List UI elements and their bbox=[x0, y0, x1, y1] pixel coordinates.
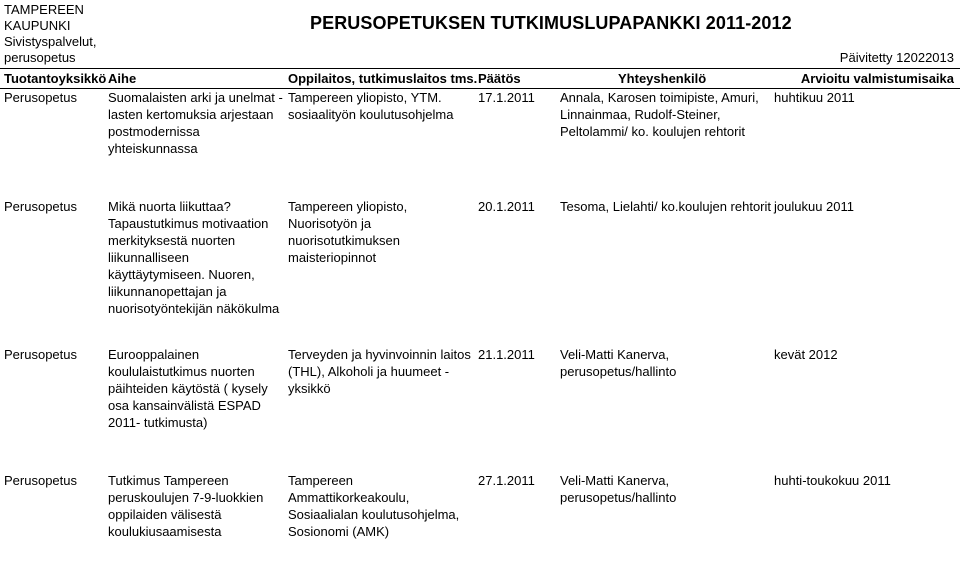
column-header-completion: Arvioitu valmistumisaika bbox=[800, 71, 954, 86]
cell-contact: Tesoma, Lielahti/ ko.koulujen rehtorit bbox=[560, 199, 772, 214]
cell-institution: Tampereen Ammattikorkeakoulu, Sosiaalialan koulutusohjelma, Sosionomi (AMK) bbox=[288, 473, 460, 539]
cell-topic: Mikä nuorta liikuttaa? Tapaustutkimus motivaation merkityksestä nuorten liikunnalliseen käyttäytymiseen. Nuoren, liikunnanopettajan ja nuorisotyöntekijän näkökulma bbox=[108, 199, 280, 316]
cell-contact: Annala, Karosen toimipiste, Amuri, Linnainmaa, Rudolf-Steiner, Peltolammi/ ko. koulujen rehtorit bbox=[560, 90, 759, 139]
cell-unit: Perusopetus bbox=[4, 90, 77, 105]
cell-contact: Veli-Matti Kanerva, perusopetus/hallinto bbox=[560, 347, 677, 379]
org-line-4: perusopetus bbox=[4, 50, 76, 65]
cell-topic: Tutkimus Tampereen peruskoulujen 7-9-luokkien oppilaiden välisestä koulukiusaamisesta bbox=[108, 473, 264, 539]
cell-completion: joulukuu 2011 bbox=[774, 199, 854, 214]
cell-institution: Terveyden ja hyvinvoinnin laitos (THL), Alkoholi ja huumeet - yksikkö bbox=[288, 347, 471, 396]
org-line-1: TAMPEREEN bbox=[4, 2, 84, 17]
cell-institution: Tampereen yliopisto, YTM. sosiaalityön koulutusohjelma bbox=[288, 90, 454, 122]
org-line-2: KAUPUNKI bbox=[4, 18, 71, 33]
cell-completion: huhti-toukokuu 2011 bbox=[774, 473, 891, 488]
updated-date: Päivitetty 12022013 bbox=[839, 50, 954, 65]
column-header-unit: Tuotantoyksikkö bbox=[4, 71, 107, 86]
column-header-decision: Päätös bbox=[478, 71, 521, 86]
column-header-institution: Oppilaitos, tutkimuslaitos tms. bbox=[288, 71, 478, 86]
cell-unit: Perusopetus bbox=[4, 199, 77, 214]
page-title: PERUSOPETUKSEN TUTKIMUSLUPAPANKKI 2011-2012 bbox=[310, 13, 792, 33]
cell-unit: Perusopetus bbox=[4, 473, 77, 488]
cell-decision: 21.1.2011 bbox=[478, 347, 535, 362]
cell-decision: 17.1.2011 bbox=[478, 90, 535, 105]
cell-contact: Veli-Matti Kanerva, perusopetus/hallinto bbox=[560, 473, 677, 505]
cell-decision: 20.1.2011 bbox=[478, 199, 535, 214]
organization-block bbox=[4, 2, 96, 50]
cell-institution: Tampereen yliopisto, Nuorisotyön ja nuorisotutkimuksen maisteriopinnot bbox=[288, 199, 408, 265]
cell-completion: huhtikuu 2011 bbox=[774, 90, 855, 105]
org-line-3: Sivistyspalvelut, bbox=[4, 34, 97, 49]
cell-topic: Eurooppalainen koululaistutkimus nuorten päihteiden käytöstä ( kysely osa kansainvälistä ESPAD 2011- tutkimusta) bbox=[108, 347, 268, 430]
cell-topic: Suomalaisten arki ja unelmat - lasten kertomuksia arjestaan postmodernissa yhteiskunnassa bbox=[108, 90, 283, 156]
column-header-topic: Aihe bbox=[108, 71, 137, 86]
column-header-row bbox=[0, 68, 960, 89]
cell-unit: Perusopetus bbox=[4, 347, 77, 362]
column-header-contact: Yhteyshenkilö bbox=[618, 71, 707, 86]
cell-completion: kevät 2012 bbox=[774, 347, 838, 362]
cell-decision: 27.1.2011 bbox=[478, 473, 535, 488]
